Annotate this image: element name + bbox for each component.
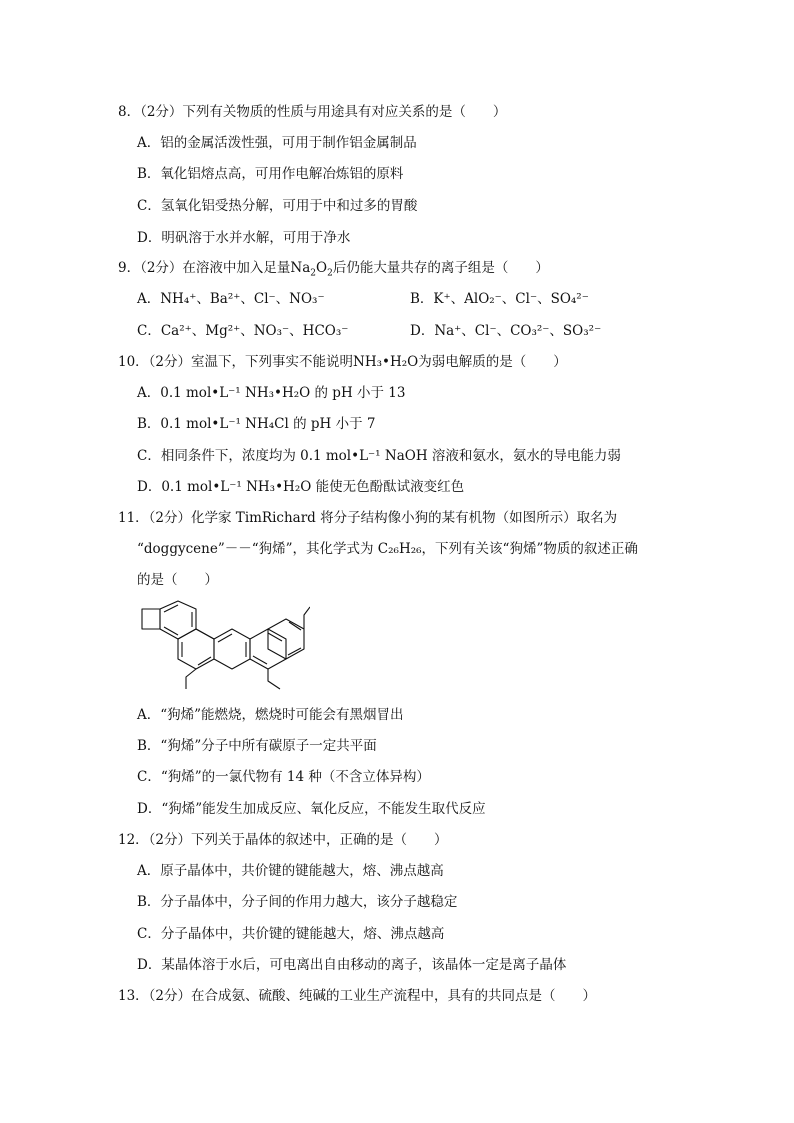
doggycene-structure-diagram [140,597,310,693]
question-12-option-c: C．分子晶体中，共价键的键能越大，熔、沸点越高 [137,926,445,942]
question-11-stem-line3: 的是（ ） [137,572,218,588]
question-9-option-b: B．K⁺、AlO₂⁻、Cl⁻、SO₄²⁻ [410,291,589,307]
question-10-stem: 10．（2分）室温下，下列事实不能说明NH₃•H₂O为弱电解质的是（ ） [118,354,567,370]
question-12-stem: 12．（2分）下列关于晶体的叙述中，正确的是（ ） [118,832,448,848]
question-12-option-b: B．分子晶体中，分子间的作用力越大，该分子越稳定 [137,894,458,910]
question-9-option-d: D．Na⁺、Cl⁻、CO₃²⁻、SO₃²⁻ [410,323,602,339]
question-8-option-d: D．明矾溶于水并水解，可用于净水 [137,230,351,246]
cyclobutane-ring [142,609,160,629]
question-11-option-a: A．“狗烯”能燃烧，燃烧时可能会有黑烟冒出 [137,707,404,723]
question-11-option-d: D．“狗烯”能发生加成反应、氧化反应，不能发生取代反应 [137,801,486,817]
question-8-stem: 8．（2分）下列有关物质的性质与用途具有对应关系的是（ ） [118,104,507,120]
question-13-stem: 13．（2分）在合成氨、硫酸、纯碱的工业生产流程中，具有的共同点是（ ） [118,988,597,1004]
question-11-stem-line2: “doggycene”－－“狗烯”，其化学式为 C₂₆H₂₆，下列有关该“狗烯”物质的叙述正确 [137,541,638,557]
question-12-option-a: A．原子晶体中，共价键的键能越大，熔、沸点越高 [137,863,444,879]
aromatic-ring-2 [178,629,214,669]
question-10-option-d: D．0.1 mol•L⁻¹ NH₃•H₂O 能使无色酚酞试液变红色 [137,479,465,495]
question-9-option-a: A．NH₄⁺、Ba²⁺、Cl⁻、NO₃⁻ [137,291,325,307]
question-8-option-a: A．铝的金属活泼性强，可用于制作铝金属制品 [137,135,417,151]
question-11-option-c: C．“狗烯”的一氯代物有 14 种（不含立体异构） [137,769,430,785]
aromatic-ring-1 [160,601,196,639]
question-9-option-c: C．Ca²⁺、Mg²⁺、NO₃⁻、HCO₃⁻ [137,323,349,339]
question-11-option-b: B．“狗烯”分子中所有碳原子一定共平面 [137,738,377,754]
ethyl-group-2 [304,607,310,629]
question-10-option-c: C．相同条件下，浓度均为 0.1 mol•L⁻¹ NaOH 溶液和氨水，氨水的导电能力弱 [137,448,621,464]
question-11-stem-line1: 11．（2分）化学家 TimRichard 将分子结构像小狗的某有机物（如图所示）取名为 [118,510,618,526]
ethyl-group-3 [268,669,280,689]
question-10-option-b: B．0.1 mol•L⁻¹ NH₄Cl 的 pH 小于 7 [137,416,376,432]
question-10-option-a: A．0.1 mol•L⁻¹ NH₃•H₂O 的 pH 小于 13 [137,385,406,401]
question-8-option-c: C．氢氧化铝受热分解，可用于中和过多的胃酸 [137,198,418,214]
question-12-option-d: D．某晶体溶于水后，可电离出自由移动的离子，该晶体一定是离子晶体 [137,957,567,973]
question-9-stem: 9．（2分）在溶液中加入足量$Na_2O_2$后仍能大量共存的离子组是（ ） [118,260,549,279]
question-8-option-b: B．氧化铝熔点高，可用作电解冶炼铝的原料 [137,166,404,182]
aromatic-ring-3 [214,629,250,669]
ethyl-group-1 [186,669,196,689]
